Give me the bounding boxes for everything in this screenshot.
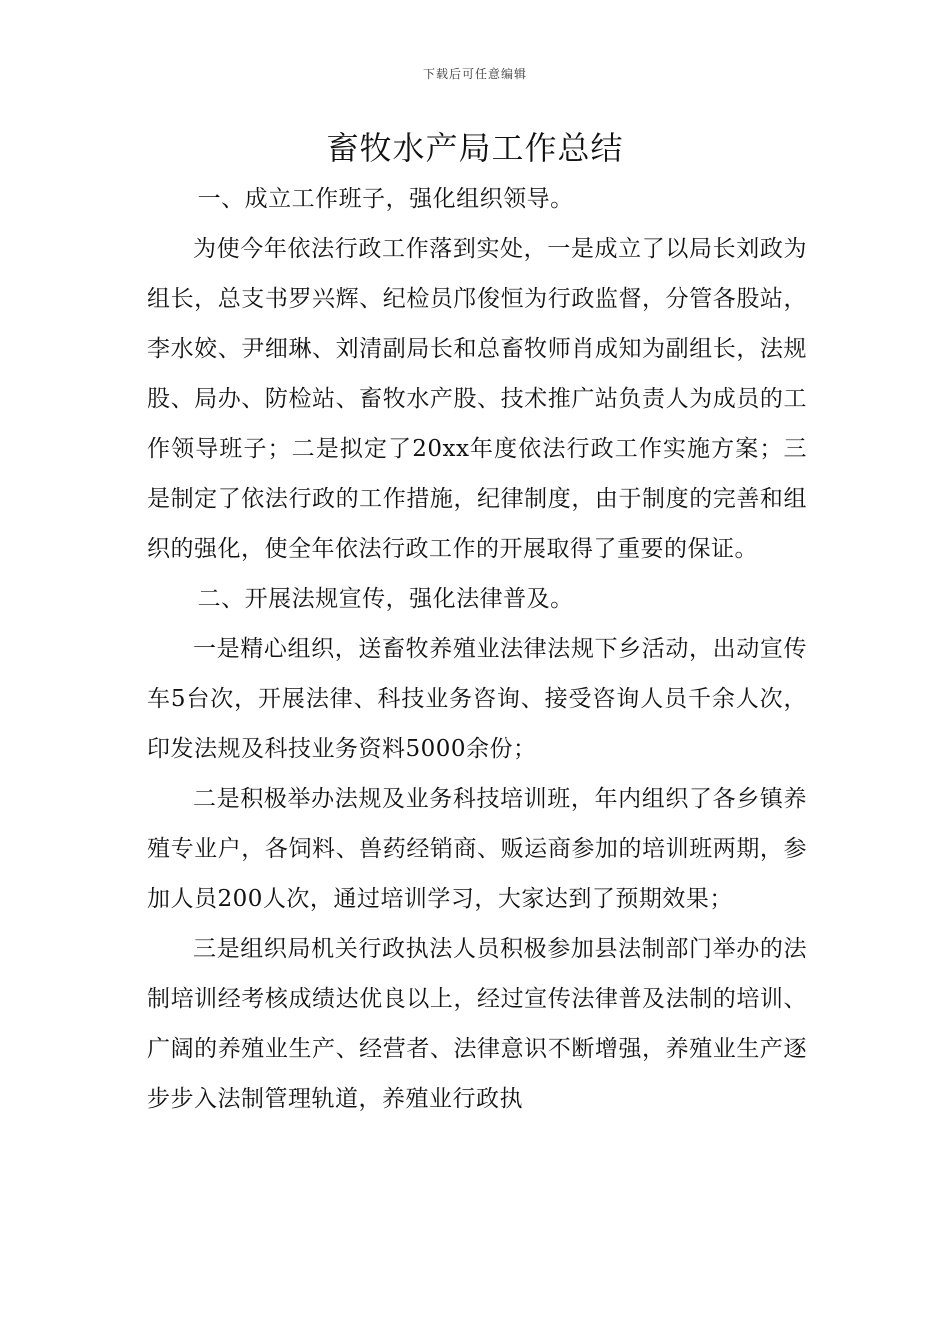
paragraph: 二是积极举办法规及业务科技培训班，年内组织了各乡镇养殖专业户，各饲料、兽药经销商、贩运商参加的培训班两期，参加人员200人次，通过培训学习，大家达到了预期效果； xyxy=(147,786,807,912)
document-body xyxy=(147,174,807,1124)
paragraph: 一是精心组织，送畜牧养殖业法律法规下乡活动，出动宣传车5台次，开展法律、科技业务咨询、接受咨询人员千余人次，印发法规及科技业务资料5000余份； xyxy=(147,636,807,762)
document-title: 畜牧水产局工作总结 xyxy=(326,129,624,167)
paragraph: 为使今年依法行政工作落到实处，一是成立了以局长刘政为组长，总支书罗兴辉、纪检员邝俊恒为行政监督，分管各股站，李水姣、尹细琳、刘清副局长和总畜牧师肖成知为副组长，法规股、局办、防检站、畜牧水产股、技术推广站负责人为成员的工作领导班子；二是拟定了20xx年度依法行政工作实施方案；三是制定了依法行政的工作措施，纪律制度，由于制度的完善和组织的强化，使全年依法行政工作的开展取得了重要的保证。 xyxy=(147,236,807,562)
page-header-note: 下载后可任意编辑 xyxy=(422,67,527,81)
paragraph: 三是组织局机关行政执法人员积极参加县法制部门举办的法制培训经考核成绩达优良以上，经过宣传法律普及法制的培训、广阔的养殖业生产、经营者、法律意识不断增强，养殖业生产逐步步入法制管理轨道，养殖业行政执 xyxy=(147,936,807,1112)
section-heading-2: 二、开展法规宣传，强化法律普及。 xyxy=(197,586,574,612)
section-heading-1: 一、成立工作班子，强化组织领导。 xyxy=(197,186,574,212)
